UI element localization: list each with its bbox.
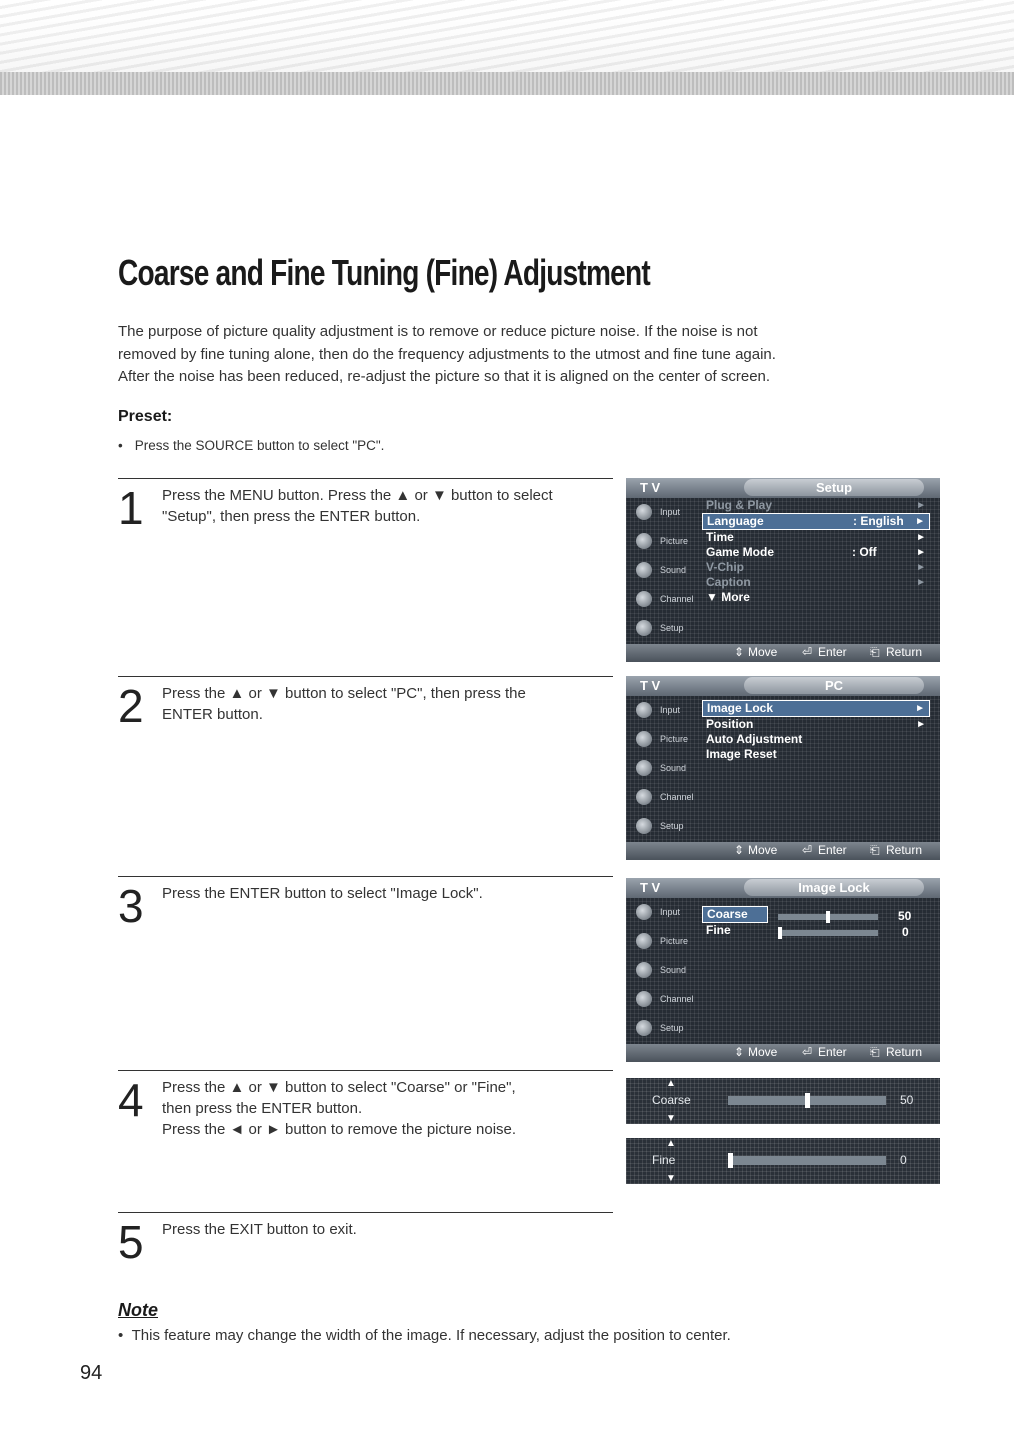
fine-value: 0 (900, 1153, 907, 1167)
osd-sidebar (626, 498, 698, 644)
osd-image-lock-menu (626, 878, 940, 1062)
return-icon: ⎗ (870, 843, 880, 857)
updown-icon: ⇕ (734, 843, 745, 857)
step-text (162, 1077, 617, 1140)
enter-icon: ⏎ (802, 645, 813, 659)
step-number: 3 (118, 880, 144, 932)
osd-header (626, 878, 940, 898)
arrow-right-icon: ► (916, 547, 926, 558)
osd-item: ▼ More (706, 590, 750, 604)
enter-icon: ⏎ (802, 843, 813, 857)
step-line: ENTER button. (162, 706, 263, 723)
osd-tv-label: T V (640, 880, 661, 895)
intro-line: The purpose of picture quality adjustment is to remove or reduce picture noise. If the noise is not (118, 323, 758, 340)
arrow-right-icon: ► (916, 562, 926, 573)
osd-menu-items (702, 700, 930, 762)
osd-item-selected: Coarse (702, 906, 768, 923)
osd-item: Time ► (706, 530, 926, 544)
osd-item-selected: Language : English ► (702, 513, 930, 530)
arrow-down-icon: ▼ (666, 1173, 676, 1184)
osd-footer: ⇕ Move ⏎ Enter ⎗ Return (626, 644, 940, 662)
coarse-value: 50 (900, 1093, 914, 1107)
step-line: Press the EXIT button to exit. (162, 1221, 357, 1238)
osd-item: Plug & Play ► (706, 498, 926, 512)
fine-adjust-bar (626, 1138, 940, 1184)
fine-mini-slider (778, 930, 878, 936)
arrow-right-icon: ► (916, 577, 926, 588)
return-icon: ⎗ (870, 645, 880, 659)
step-line: Press the ◄ or ► button to remove the picture noise. (162, 1121, 517, 1138)
coarse-mini-value: 50 (898, 909, 912, 923)
osd-item: Image Reset (706, 747, 777, 761)
osd-footer: ⇕ Move ⏎ Enter ⎗ Return (626, 1044, 940, 1062)
osd-item: Fine (706, 923, 731, 937)
note-text: This feature may change the width of the image. If necessary, adjust the position to center. (131, 1327, 731, 1344)
osd-tv-label: T V (640, 480, 661, 495)
arrow-right-icon: ► (916, 532, 926, 543)
osd-section-title: Setup (744, 479, 924, 496)
fine-mini-value: 0 (902, 925, 909, 939)
arrow-right-icon: ► (916, 719, 926, 730)
arrow-right-icon: ► (915, 703, 925, 714)
preset-item (118, 438, 384, 453)
osd-side-picture: Picture (626, 527, 698, 556)
coarse-label: Coarse (652, 1093, 691, 1107)
intro-line: After the noise has been reduced, re-adjust the picture so that it is aligned on the center of screen. (118, 368, 771, 385)
osd-section-title: PC (744, 677, 924, 694)
preset-text: Press the SOURCE button to select "PC". (134, 438, 385, 453)
banner-stripe (0, 72, 1014, 95)
osd-item: Game Mode : Off ► (706, 545, 926, 559)
arrow-up-icon: ▲ (666, 1138, 676, 1149)
step-line: Press the ▲ or ▼ button to select "PC", then press the (162, 685, 526, 702)
enter-icon: ⏎ (802, 1045, 813, 1059)
arrow-right-icon: ► (916, 500, 926, 511)
osd-item: V-Chip ► (706, 560, 926, 574)
step-1 (118, 478, 613, 669)
coarse-adjust-bar (626, 1078, 940, 1124)
step-text (162, 883, 617, 904)
bullet: • (118, 438, 123, 453)
osd-header (626, 676, 940, 696)
step-line: Press the MENU button. Press the ▲ or ▼ button to select (162, 487, 553, 504)
note-item (118, 1327, 731, 1344)
osd-side-channel: Channel (626, 585, 698, 614)
step-number: 2 (118, 680, 144, 732)
banner-pattern (0, 0, 1014, 72)
osd-side-picture: Picture (626, 725, 698, 754)
osd-menu-items (702, 498, 930, 605)
step-number: 5 (118, 1216, 144, 1268)
updown-icon: ⇕ (734, 645, 745, 659)
osd-side-channel: Channel (626, 985, 698, 1014)
step-3 (118, 876, 613, 1067)
arrow-down-icon: ▼ (666, 1113, 676, 1124)
step-4 (118, 1070, 613, 1201)
updown-icon: ⇕ (734, 1045, 745, 1059)
step-5 (118, 1212, 613, 1283)
fine-slider (728, 1156, 886, 1165)
intro-paragraph (118, 321, 938, 389)
fine-label: Fine (652, 1153, 676, 1167)
slider-knob (728, 1153, 733, 1168)
osd-side-sound: Sound (626, 956, 698, 985)
osd-side-input: Input (626, 696, 698, 725)
osd-side-picture: Picture (626, 927, 698, 956)
coarse-mini-slider (778, 914, 878, 920)
osd-tv-label: T V (640, 678, 661, 693)
step-line: Press the ENTER button to select "Image Lock". (162, 885, 483, 902)
step-2 (118, 676, 613, 867)
osd-side-sound: Sound (626, 556, 698, 585)
osd-header (626, 478, 940, 498)
preset-heading: Preset: (118, 408, 173, 425)
osd-pc-menu (626, 676, 940, 860)
step-text (162, 1219, 617, 1240)
page-number: 94 (80, 1362, 103, 1384)
osd-setup-menu (626, 478, 940, 662)
step-number: 1 (118, 482, 144, 534)
slider-knob (805, 1093, 810, 1108)
osd-side-setup: Setup (626, 1014, 698, 1043)
osd-sidebar (626, 898, 698, 1044)
osd-side-channel: Channel (626, 783, 698, 812)
arrow-right-icon: ► (915, 516, 925, 527)
osd-section-title: Image Lock (744, 879, 924, 896)
osd-item: Auto Adjustment (706, 732, 803, 746)
step-line: Press the ▲ or ▼ button to select "Coarse" or "Fine", (162, 1079, 516, 1096)
osd-side-input: Input (626, 898, 698, 927)
header-banner (0, 0, 1014, 95)
bullet: • (118, 1327, 124, 1344)
step-text (162, 485, 617, 527)
arrow-up-icon: ▲ (666, 1078, 676, 1089)
step-line: "Setup", then press the ENTER button. (162, 508, 421, 525)
return-icon: ⎗ (870, 1045, 880, 1059)
osd-side-setup: Setup (626, 812, 698, 841)
osd-item: Caption ► (706, 575, 926, 589)
osd-sidebar (626, 696, 698, 842)
osd-side-sound: Sound (626, 754, 698, 783)
coarse-slider (728, 1096, 886, 1105)
osd-side-setup: Setup (626, 614, 698, 643)
step-text (162, 683, 617, 725)
step-number: 4 (118, 1074, 144, 1126)
osd-item: Position ► (706, 717, 926, 731)
step-line: then press the ENTER button. (162, 1100, 363, 1117)
osd-footer: ⇕ Move ⏎ Enter ⎗ Return (626, 842, 940, 860)
osd-side-input: Input (626, 498, 698, 527)
intro-line: removed by fine tuning alone, then do the frequency adjustments to the utmost and fine tune again. (118, 345, 776, 363)
note-heading: Note (118, 1300, 158, 1320)
page-title: Coarse and Fine Tuning (Fine) Adjustment (118, 252, 650, 293)
osd-item-selected: Image Lock ► (702, 700, 930, 717)
